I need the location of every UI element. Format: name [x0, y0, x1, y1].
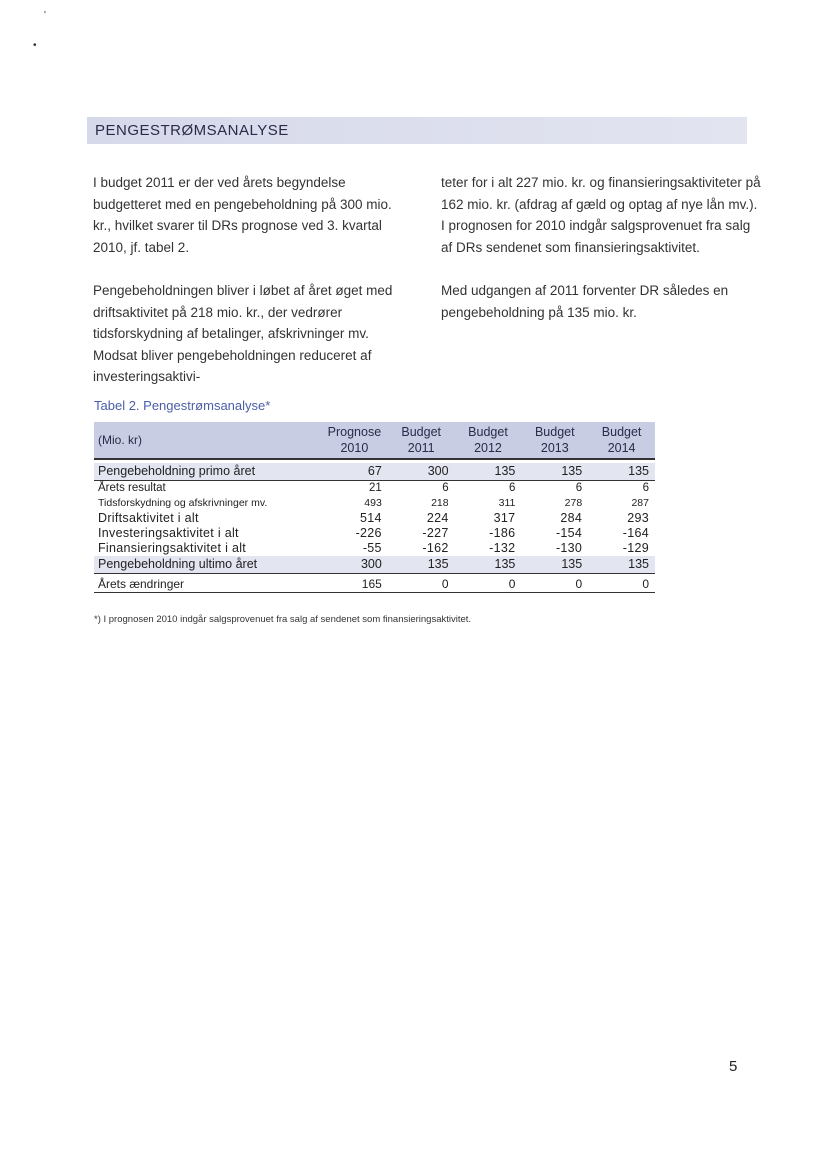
table-cell: 6	[508, 482, 516, 494]
table-cell: 0	[521, 574, 588, 593]
text-column-right	[441, 172, 761, 345]
table-cell: 135	[588, 556, 655, 574]
paragraph: Pengebeholdningen bliver i løbet af året øget med driftsaktivitet på 218 mio. kr., der vedrører tidsforskydning af betalinger, afskrivninger mv. Modsat bliver pengebeholdningen reduceret af investeringsaktivi-	[93, 282, 393, 385]
column-header-line1: Budget	[468, 425, 508, 439]
table-cell: 135	[588, 463, 655, 481]
row-label: Årets resultat	[98, 482, 166, 494]
column-header-line1: Budget	[401, 425, 441, 439]
table-cell: 287	[631, 497, 649, 509]
scan-bullet-mark: •	[33, 40, 37, 51]
table-cell: 224	[426, 511, 449, 525]
table-cell: 135	[455, 463, 522, 481]
table-cell: -186	[489, 526, 516, 540]
column-header	[521, 422, 588, 459]
column-header-line1: Budget	[601, 425, 642, 439]
table-cell: 6	[442, 482, 449, 494]
table-cell: -154	[555, 526, 583, 540]
column-header-line2: 2010	[340, 441, 369, 455]
table-cell: 135	[521, 463, 588, 481]
table-footnote: *) I prognosen 2010 indgår salgsprovenuet fra salg af sendenet som finansieringsaktivitet.	[94, 614, 472, 625]
table-cell: -162	[422, 541, 449, 555]
table-cell: 21	[369, 482, 382, 494]
table-row	[94, 574, 655, 593]
row-label: Årets ændringer	[94, 574, 321, 593]
column-header-line2: 2013	[540, 441, 569, 455]
column-header	[388, 422, 455, 459]
column-header-line1: Prognose	[327, 425, 382, 439]
table-cell: 6	[575, 482, 583, 494]
row-label: Investeringsaktivitet i alt	[98, 526, 239, 540]
table-cell: 6	[642, 482, 649, 494]
row-label: Tidsforskydning og afskrivninger mv.	[98, 497, 268, 509]
table-row	[94, 556, 655, 574]
cash-flow-table	[94, 422, 655, 593]
table-cell: 514	[360, 511, 382, 525]
column-header-line1: Budget	[534, 425, 575, 439]
section-header-bar	[87, 117, 747, 144]
table-cell: 317	[493, 511, 516, 525]
column-header	[588, 422, 655, 459]
table-cell: 0	[455, 574, 522, 593]
section-title: PENGESTRØMSANALYSE	[95, 122, 289, 139]
table-cell: 0	[588, 574, 655, 593]
table-cell: -164	[622, 526, 649, 540]
table-cell: 300	[388, 463, 455, 481]
table-cell: 311	[498, 497, 516, 509]
table-cell: 67	[321, 463, 388, 481]
table-caption: Tabel 2. Pengestrømsanalyse*	[94, 398, 271, 413]
table-row	[94, 511, 655, 526]
page-number: 5	[729, 1058, 738, 1075]
table-cell: 0	[388, 574, 455, 593]
table-cell: 135	[455, 556, 522, 574]
column-header	[455, 422, 522, 459]
table-row	[94, 463, 655, 481]
table-cell: -130	[555, 541, 583, 555]
table-cell: 300	[321, 556, 388, 574]
table-cell: -129	[622, 541, 649, 555]
table-row	[94, 541, 655, 556]
table-cell: 135	[521, 556, 588, 574]
paragraph: Med udgangen af 2011 forventer DR således en pengebeholdning på 135 mio. kr.	[441, 282, 729, 320]
table-cell: -55	[362, 541, 382, 555]
table-cell: -226	[355, 526, 382, 540]
table-cell: 278	[564, 497, 583, 509]
column-header	[321, 422, 388, 459]
paragraph: I budget 2011 er der ved årets begyndelse budgetteret med en pengebeholdning på 300 mio. kr., hvilket svarer til DRs prognose ved 3. kvartal 2010, jf. tabel 2.	[93, 175, 392, 255]
table-cell: -227	[422, 526, 449, 540]
table-cell: 218	[431, 497, 449, 509]
table-cell: 493	[364, 497, 382, 509]
column-header-line2: 2011	[407, 441, 435, 455]
scan-tick-mark: '	[44, 10, 46, 21]
column-header-line2: 2014	[607, 441, 636, 455]
table-cell: -132	[489, 541, 516, 555]
paragraph: teter for i alt 227 mio. kr. og finansieringsaktiviteter på 162 mio. kr. (afdrag af gæld og optag af nye lån mv.). I prognosen for 2010 indgår salgsprovenuet fra salg af DRs sendenet som finansieringsaktivitet.	[441, 175, 761, 255]
column-header-line2: 2012	[474, 441, 502, 455]
table-cell: 165	[321, 574, 388, 593]
table-header-row	[94, 422, 655, 459]
table-row	[94, 481, 655, 497]
table-cell: 135	[388, 556, 455, 574]
row-label: Pengebeholdning primo året	[94, 463, 321, 481]
text-column-left	[93, 172, 408, 410]
row-label: Driftsaktivitet i alt	[98, 511, 199, 525]
row-label: Pengebeholdning ultimo året	[94, 556, 321, 574]
table-row	[94, 526, 655, 541]
unit-header: (Mio. kr)	[94, 422, 321, 459]
table-cell: 293	[627, 511, 649, 525]
table-row	[94, 496, 655, 511]
table-cell: 284	[560, 511, 583, 525]
row-label: Finansieringsaktivitet i alt	[98, 541, 247, 555]
